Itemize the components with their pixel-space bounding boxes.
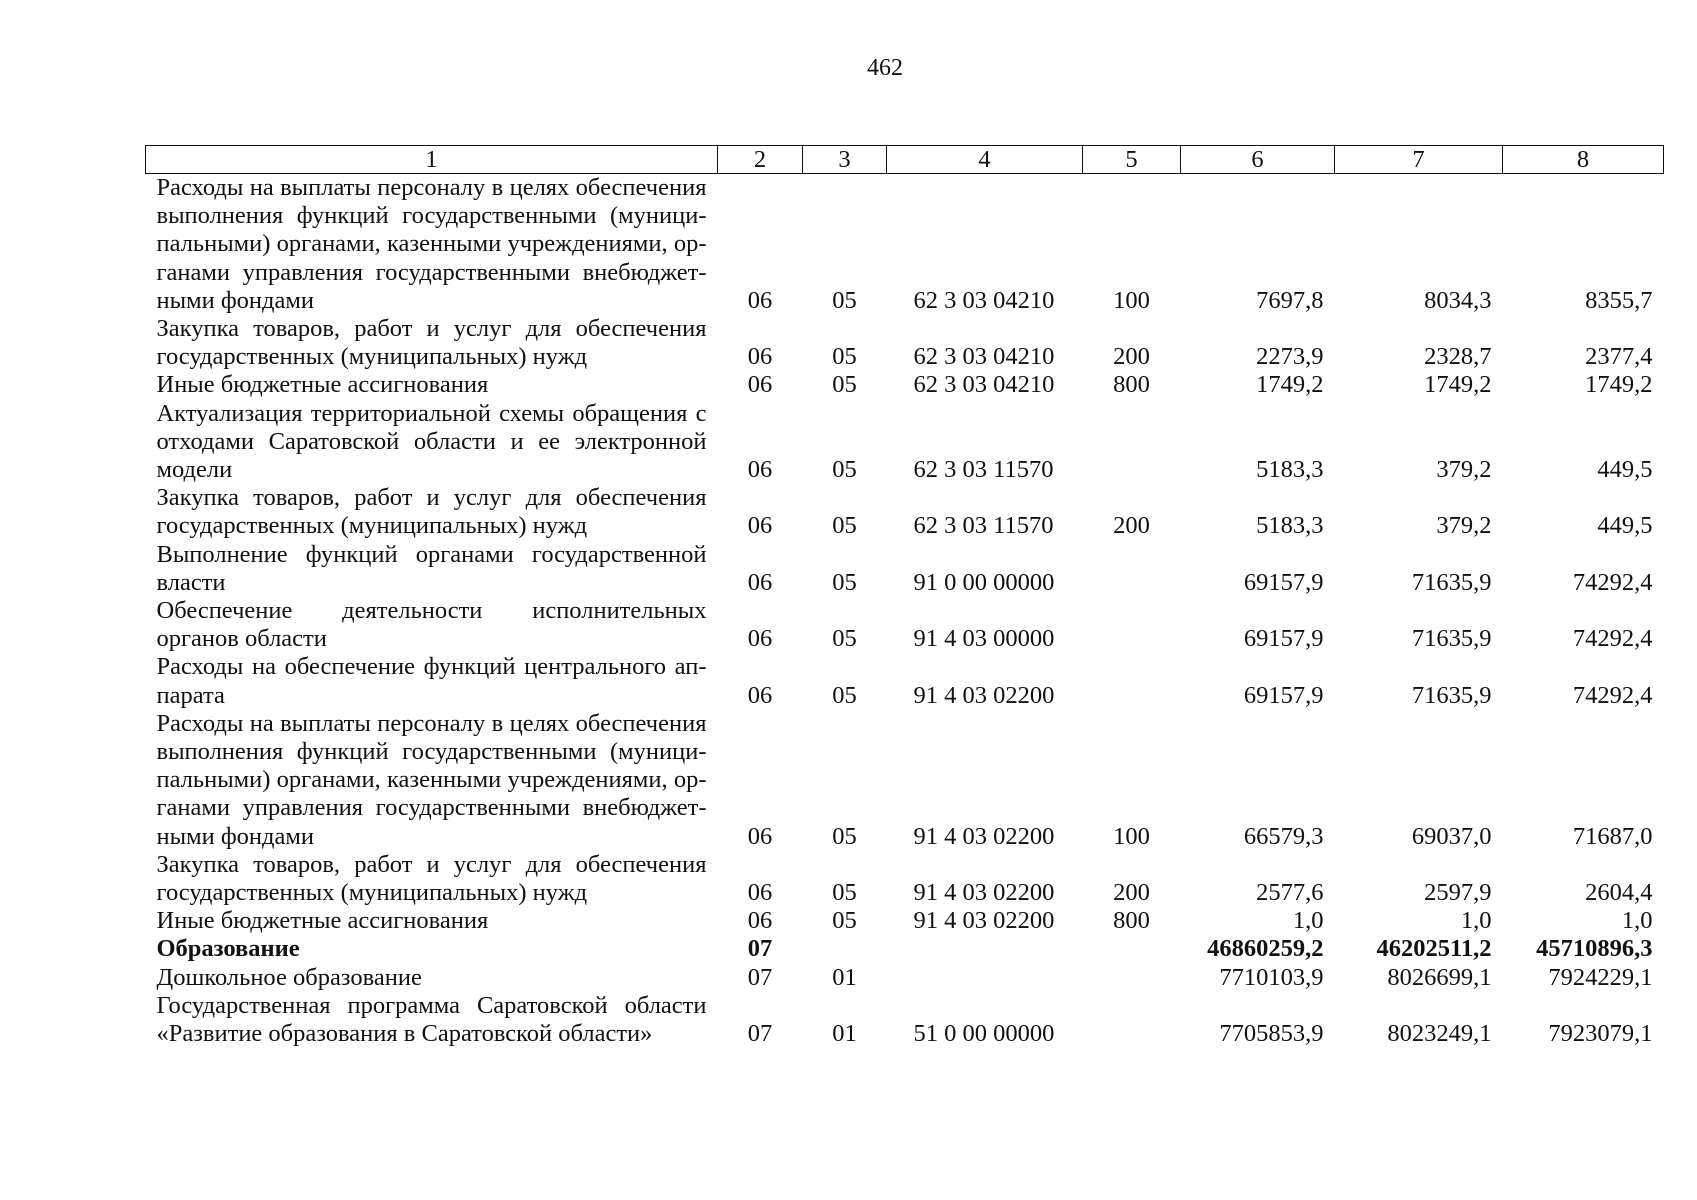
amount-cell-col8: 449,5 — [1597, 456, 1653, 484]
row-name-cell: Закупка товаров, работ и услуг для обеспечения государственных (муниципальных) нужд — [156, 484, 707, 540]
section-code-cell: 06 — [747, 568, 773, 596]
table-row — [146, 710, 1664, 851]
amount-cell-col6: 1749,2 — [1256, 371, 1324, 399]
table-row — [146, 992, 1664, 1048]
amount-cell-col7: 46202511,2 — [1376, 935, 1492, 963]
row-name-cell: Закупка товаров, работ и услуг для обеспечения государственных (муниципальных) нужд — [156, 850, 707, 907]
row-name-cell: Государственная программа Саратовской области «Развитие образования в Саратовской области» — [156, 991, 707, 1048]
subsection-code-cell: 05 — [832, 907, 857, 935]
target-article-cell: 91 4 03 02200 — [913, 681, 1055, 709]
amount-cell-col7: 8026699,1 — [1387, 963, 1492, 991]
target-article-cell — [887, 964, 1083, 992]
amount-cell-col6: 2577,6 — [1256, 879, 1324, 907]
target-article-cell: 62 3 03 11570 — [913, 512, 1054, 540]
row-name-cell: Иные бюджетные ассигнования — [156, 907, 489, 935]
amount-cell-col7: 379,2 — [1436, 456, 1492, 484]
row-name-cell: Обеспечение деятельности исполнительных органов области — [156, 597, 707, 653]
subsection-code-cell: 05 — [832, 822, 857, 850]
amount-cell-col6: 1,0 — [1292, 907, 1324, 935]
row-name-cell: Актуализация территориальной схемы обращения с отходами Саратовской области и ее электронной модели — [156, 399, 707, 484]
table-body — [146, 174, 1664, 1049]
amount-cell-col6: 66579,3 — [1243, 822, 1324, 850]
subsection-code-cell: 05 — [832, 625, 857, 653]
amount-cell-col8: 45710896,3 — [1536, 935, 1653, 963]
amount-cell-col6: 69157,9 — [1243, 625, 1324, 653]
amount-cell-col8: 1749,2 — [1585, 371, 1653, 399]
amount-cell-col7: 1749,2 — [1424, 371, 1492, 399]
subsection-code-cell: 05 — [832, 681, 857, 709]
target-article-cell: 62 3 03 11570 — [913, 456, 1054, 484]
expense-type-cell — [1083, 653, 1181, 709]
expense-type-cell: 800 — [1113, 907, 1150, 935]
section-code-cell: 07 — [747, 963, 773, 991]
row-name-cell: Дошкольное образование — [156, 963, 422, 991]
target-article-cell: 62 3 03 04210 — [913, 371, 1055, 399]
expense-type-cell: 200 — [1113, 343, 1150, 371]
column-header: 8 — [1503, 146, 1664, 174]
subsection-code-cell: 01 — [832, 963, 857, 991]
table-row — [146, 400, 1664, 485]
subsection-code-cell: 05 — [832, 371, 857, 399]
row-name-cell: Закупка товаров, работ и услуг для обеспечения государственных (муниципальных) нужд — [156, 315, 707, 371]
amount-cell-col6: 5183,3 — [1256, 456, 1324, 484]
amount-cell-col8: 8355,7 — [1585, 286, 1653, 314]
table-row — [146, 964, 1664, 992]
amount-cell-col8: 74292,4 — [1572, 568, 1653, 596]
row-name-cell: Образование — [156, 935, 300, 963]
amount-cell-col6: 69157,9 — [1243, 568, 1324, 596]
amount-cell-col7: 1,0 — [1460, 907, 1492, 935]
column-header: 4 — [887, 146, 1083, 174]
amount-cell-col6: 69157,9 — [1243, 681, 1324, 709]
page-number: 462 — [867, 55, 903, 81]
section-code-cell: 06 — [747, 456, 773, 484]
expense-type-cell: 200 — [1113, 879, 1150, 907]
subsection-code-cell: 05 — [832, 568, 857, 596]
table-row — [146, 653, 1664, 709]
amount-cell-col6: 2273,9 — [1256, 343, 1324, 371]
table-row — [146, 315, 1664, 371]
column-header: 7 — [1335, 146, 1503, 174]
section-code-cell: 06 — [747, 681, 773, 709]
column-header: 2 — [718, 146, 803, 174]
section-code-cell: 06 — [747, 343, 773, 371]
amount-cell-col6: 7705853,9 — [1219, 1020, 1324, 1048]
column-header: 1 — [146, 146, 718, 174]
table-row — [146, 907, 1664, 935]
amount-cell-col7: 2597,9 — [1424, 879, 1492, 907]
table-row — [146, 597, 1664, 653]
amount-cell-col8: 1,0 — [1621, 907, 1653, 935]
target-article-cell: 91 4 03 02200 — [913, 822, 1055, 850]
subsection-code-cell: 05 — [832, 343, 857, 371]
amount-cell-col7: 379,2 — [1436, 512, 1492, 540]
section-code-cell: 06 — [747, 907, 773, 935]
amount-cell-col8: 74292,4 — [1572, 681, 1653, 709]
row-name-cell: Иные бюджетные ассигнования — [156, 371, 489, 399]
amount-cell-col8: 74292,4 — [1572, 625, 1653, 653]
amount-cell-col7: 69037,0 — [1411, 822, 1492, 850]
table-row — [146, 174, 1664, 316]
subsection-code-cell: 05 — [832, 456, 857, 484]
amount-cell-col6: 7697,8 — [1256, 286, 1324, 314]
section-code-cell: 06 — [747, 371, 773, 399]
amount-cell-col6: 46860259,2 — [1207, 935, 1324, 963]
row-name-cell: Расходы на обеспечение функций центрального ап-парата — [156, 653, 707, 709]
row-name-cell: Расходы на выплаты персоналу в целях обеспечения выполнения функций государственными (муници-пальными) органами, казенными учреждениями, ор-ганами управления государственными внебюджет-ными фондами — [156, 174, 707, 314]
table-row — [146, 371, 1664, 399]
table-row — [146, 935, 1664, 963]
table-row — [146, 851, 1664, 907]
expense-type-cell — [1083, 992, 1181, 1048]
amount-cell-col8: 2377,4 — [1585, 343, 1653, 371]
amount-cell-col8: 71687,0 — [1572, 822, 1653, 850]
row-name-cell: Расходы на выплаты персоналу в целях обеспечения выполнения функций государственными (муници-пальными) органами, казенными учреждениями, ор-ганами управления государственными внебюджет-ными фондами — [156, 709, 707, 850]
expense-type-cell — [1083, 964, 1181, 992]
target-article-cell: 62 3 03 04210 — [913, 286, 1055, 314]
target-article-cell: 91 4 03 00000 — [913, 625, 1055, 653]
target-article-cell: 91 0 00 00000 — [913, 568, 1055, 596]
section-code-cell: 06 — [747, 822, 773, 850]
amount-cell-col8: 7923079,1 — [1548, 1020, 1653, 1048]
table-header-row — [146, 146, 1664, 174]
expense-type-cell: 100 — [1113, 822, 1150, 850]
amount-cell-col7: 2328,7 — [1424, 343, 1492, 371]
section-code-cell: 06 — [747, 286, 773, 314]
expense-type-cell — [1083, 400, 1181, 485]
expense-type-cell: 100 — [1113, 286, 1150, 314]
amount-cell-col6: 7710103,9 — [1219, 963, 1324, 991]
subsection-code-cell: 05 — [832, 512, 857, 540]
amount-cell-col8: 7924229,1 — [1548, 963, 1653, 991]
amount-cell-col7: 8034,3 — [1424, 286, 1492, 314]
amount-cell-col8: 2604,4 — [1585, 879, 1653, 907]
section-code-cell: 07 — [747, 1020, 773, 1048]
subsection-code-cell: 05 — [832, 879, 857, 907]
expense-type-cell — [1083, 597, 1181, 653]
table-row — [146, 541, 1664, 597]
amount-cell-col7: 71635,9 — [1411, 568, 1492, 596]
section-code-cell: 06 — [747, 512, 773, 540]
amount-cell-col8: 449,5 — [1597, 512, 1653, 540]
target-article-cell: 51 0 00 00000 — [913, 1020, 1055, 1048]
expense-type-cell — [1083, 935, 1181, 963]
subsection-code-cell — [803, 935, 887, 963]
column-header: 6 — [1181, 146, 1335, 174]
target-article-cell: 91 4 03 02200 — [913, 879, 1055, 907]
amount-cell-col7: 71635,9 — [1411, 681, 1492, 709]
target-article-cell — [887, 935, 1083, 963]
expense-type-cell: 200 — [1113, 512, 1150, 540]
amount-cell-col6: 5183,3 — [1256, 512, 1324, 540]
target-article-cell: 91 4 03 02200 — [913, 907, 1055, 935]
amount-cell-col7: 8023249,1 — [1387, 1020, 1492, 1048]
expense-type-cell: 800 — [1113, 371, 1150, 399]
column-header: 5 — [1083, 146, 1181, 174]
section-code-cell: 06 — [747, 625, 773, 653]
budget-table — [145, 145, 1664, 1048]
row-name-cell: Выполнение функций органами государственной власти — [156, 540, 707, 596]
section-code-cell: 06 — [747, 879, 773, 907]
amount-cell-col7: 71635,9 — [1411, 625, 1492, 653]
subsection-code-cell: 01 — [832, 1020, 857, 1048]
section-code-cell: 07 — [747, 935, 773, 963]
subsection-code-cell: 05 — [832, 286, 857, 314]
expense-type-cell — [1083, 541, 1181, 597]
column-header: 3 — [803, 146, 887, 174]
target-article-cell: 62 3 03 04210 — [913, 343, 1055, 371]
table-row — [146, 484, 1664, 540]
